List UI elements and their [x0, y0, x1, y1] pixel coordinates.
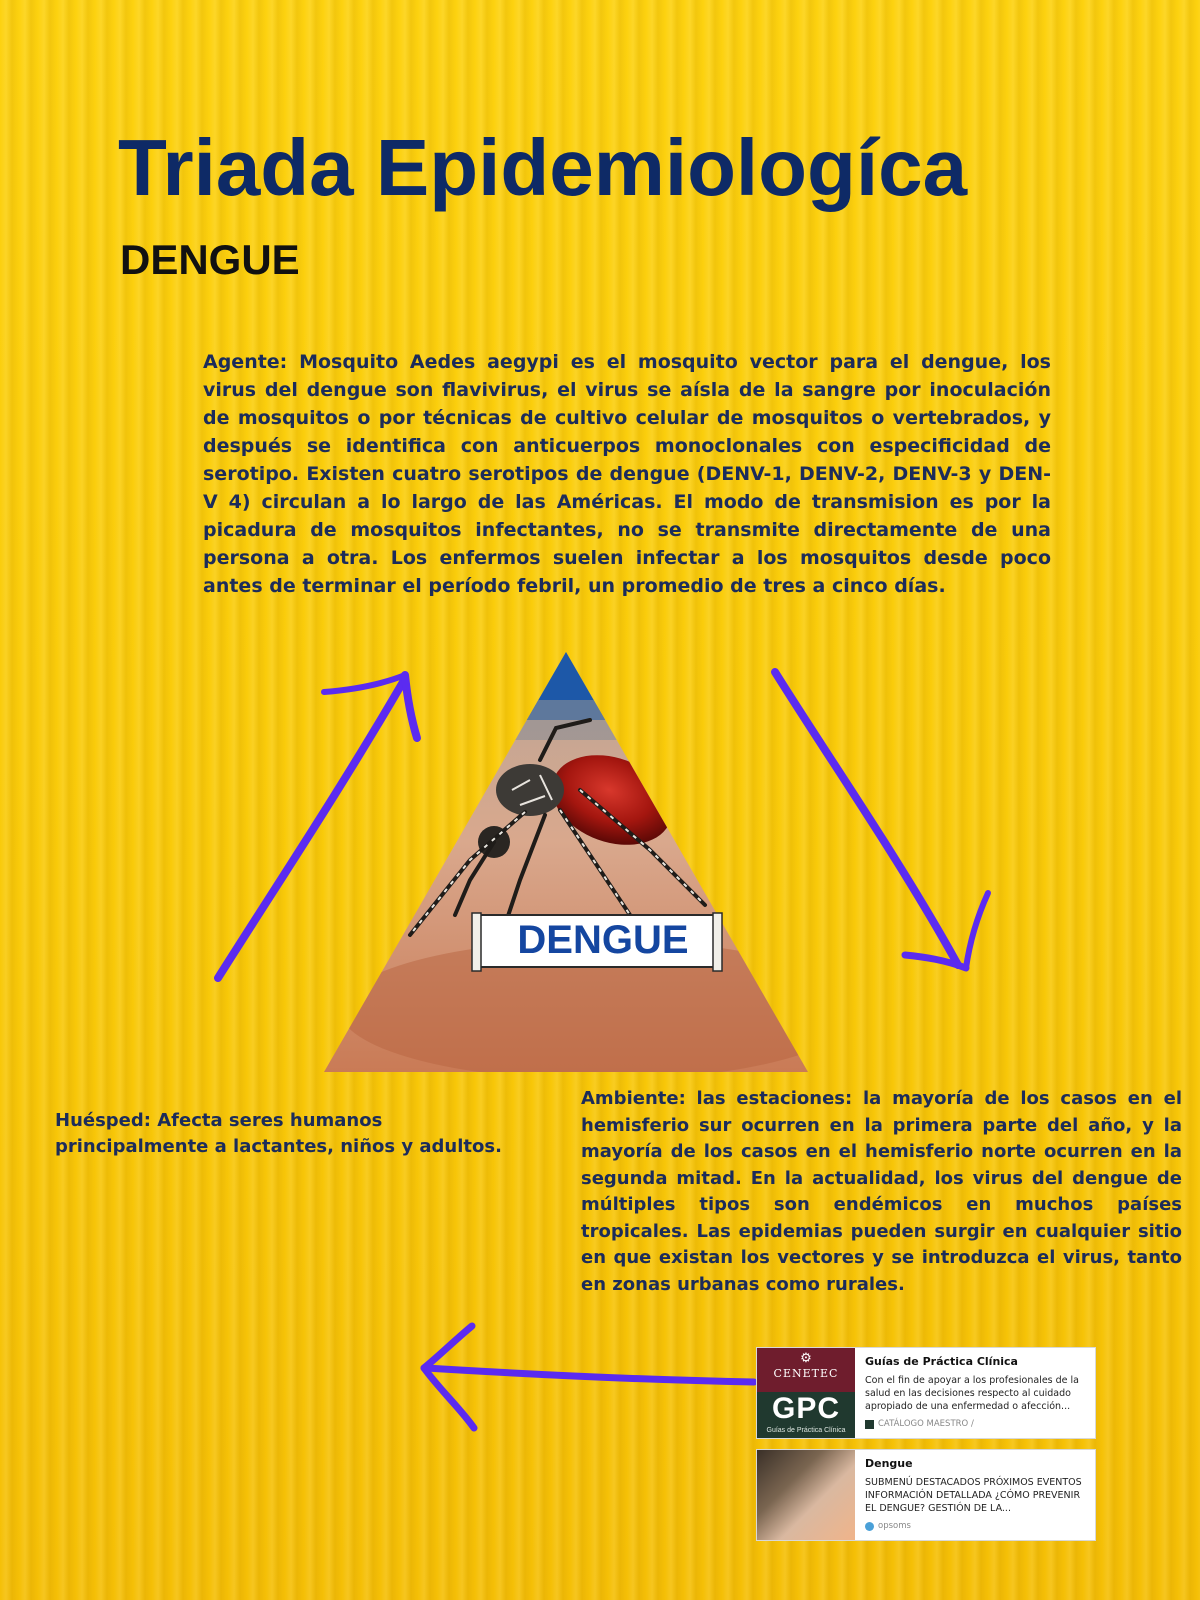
- dengue-thumbnail: [757, 1450, 855, 1540]
- card-title: Dengue: [865, 1457, 913, 1470]
- thumb-small-text: Guías de Práctica Clínica: [766, 1427, 846, 1434]
- card-description: SUBMENÚ DESTACADOS PRÓXIMOS EVENTOS INFORMACIÓN DETALLADA ¿CÓMO PREVENIR EL DENGUE? GESTIÓN DE LA...: [865, 1477, 1082, 1514]
- link-card-gpc[interactable]: [756, 1347, 1096, 1439]
- seal-icon: ⚙: [800, 1351, 812, 1366]
- agent-paragraph: Agente: Mosquito Aedes aegypi es el mosquito vector para el dengue, los virus del dengue son flavivirus, el virus se aísla de la sangre por inoculación de mosquitos o por técnicas de cultivo celular de mosquitos o vertebrados, y después se identifica con anticuerpos monoclonales con especificidad de serotipo. Existen cuatro serotipos de dengue (DENV-1, DENV-2, DENV-3 y DEN-V 4) circulan a lo largo de las Américas. El modo de transmision es por la picadura de mosquitos infectantes, no se transmite directamente de una persona a otra. Los enfermos suelen infectar a los mosquitos desde poco antes de terminar el período febril, un promedio de tres a cinco días.: [203, 351, 1051, 597]
- thumb-org: CENETEC: [773, 1367, 839, 1380]
- globe-icon: [865, 1522, 874, 1531]
- arrow-host-to-agent-icon: [218, 675, 417, 978]
- dengue-label-banner: [472, 913, 722, 971]
- mosquito-photo-triangle: [320, 650, 860, 1080]
- host-paragraph: Huésped: Afecta seres humanos principalmente a lactantes, niños y adultos.: [55, 1110, 502, 1157]
- triangle-label: DENGUE: [517, 918, 689, 962]
- card-title: Guías de Práctica Clínica: [865, 1355, 1018, 1368]
- card-source: CATÁLOGO MAESTRO /: [878, 1419, 974, 1429]
- link-card-dengue[interactable]: [756, 1449, 1096, 1541]
- arrow-environment-to-host-icon: [424, 1326, 754, 1428]
- environment-paragraph: Ambiente: las estaciones: la mayoría de los casos en el hemisferio sur ocurren en la primera parte del año, y la mayoría de los casos en el hemisferio norte ocurren en la segunda mitad. En la actualidad, los virus del dengue de múltiples tipos son endémicos en muchos países tropicales. Las epidemias pueden surgir en cualquier sitio en que existan los vectores y se introduzca el virus, tanto en zonas urbanas como rurales.: [581, 1088, 1182, 1295]
- card-description: Con el fin de apoyar a los profesionales de la salud en las decisiones respecto al cuidado apropiado de una enfermedad o afección...: [865, 1375, 1079, 1412]
- link-cards: [756, 1347, 1096, 1551]
- gpc-favicon-icon: [865, 1420, 874, 1429]
- arrow-agent-to-environment-icon: [775, 672, 988, 968]
- page-title: Triada Epidemiologíca: [118, 123, 968, 212]
- thumb-big-text: GPC: [771, 1392, 840, 1425]
- gpc-thumbnail: [757, 1348, 855, 1438]
- card-source: opsoms: [878, 1521, 911, 1531]
- page-subtitle: DENGUE: [120, 236, 300, 283]
